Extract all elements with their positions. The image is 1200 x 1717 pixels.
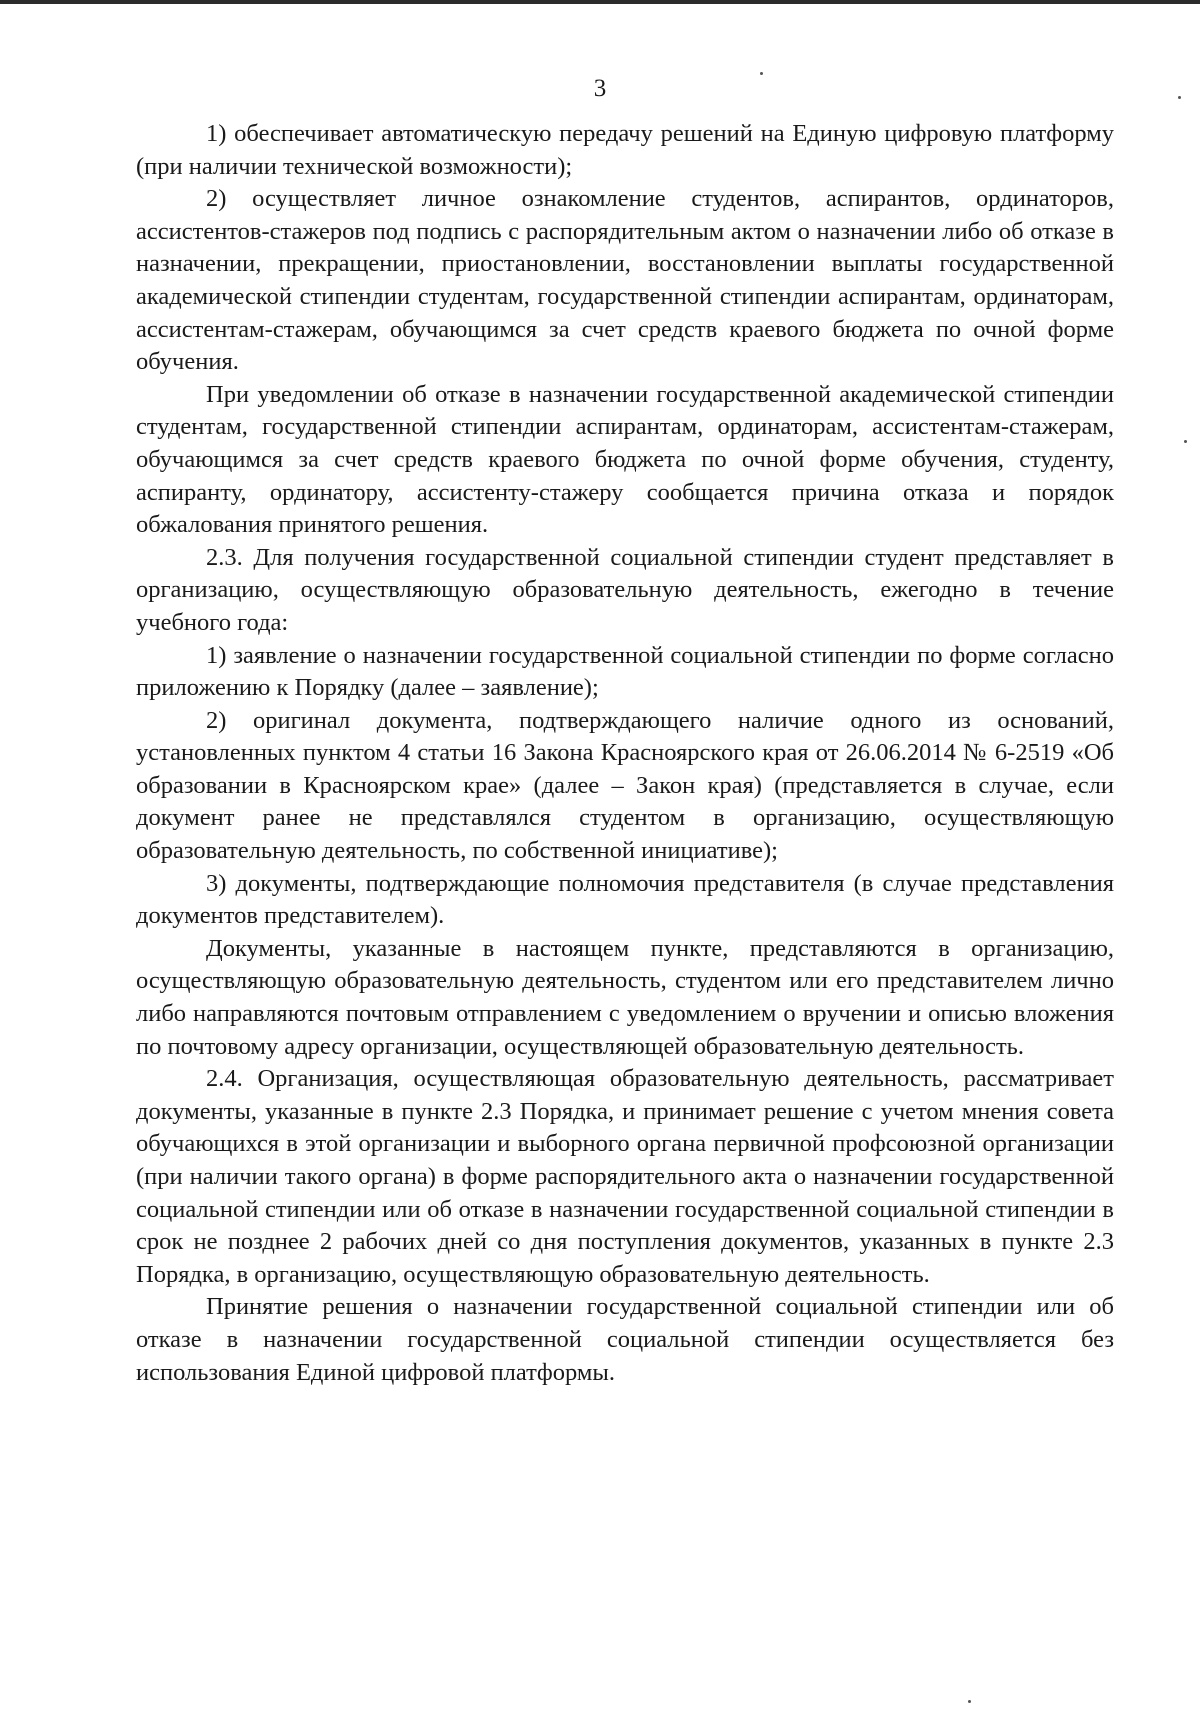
paragraph-2-3-item-2: 2) оригинал документа, подтверждающего наличие одного из оснований, установленных пунктом 4 статьи 16 Закона Красноярского края от 26.06.2014 № 6-2519 «Об образовании в Красноярском крае» (далее – Закон края) (представляется в случае, если документ ранее не представлялся студентом в организацию, осуществляющую образовательную деятельность, по собственной инициативе); <box>136 706 1114 865</box>
scan-speck <box>760 72 763 75</box>
scan-speck <box>1178 96 1181 99</box>
scan-speck <box>1184 440 1187 443</box>
paragraph-item-2: 2) осуществляет личное ознакомление студентов, аспирантов, ординаторов, ассистентов-стажеров под подпись с распорядительным актом о назначении либо об отказе в назначении, прекращении, приостановлении, восстановлении выплаты государственной академической стипендии студентам, государственной стипендии аспирантам, ординаторам, ассистентам-стажерам, обучающимся за счет средств краевого бюджета по очной форме обучения. <box>136 185 1114 376</box>
paragraph-notification: При уведомлении об отказе в назначении государственной академической стипендии студентам, государственной стипендии аспирантам, ординаторам, ассистентам-стажерам, обучающимся за счет средств краевого бюджета по очной форме обучения, студенту, аспиранту, ординатору, ассистенту-стажеру сообщается причина отказа и порядок обжалования принятого решения. <box>136 380 1114 539</box>
page-number: 3 <box>593 75 607 102</box>
paragraph-documents: Документы, указанные в настоящем пункте, представляются в организацию, осуществляющую образовательную деятельность, студентом или его представителем лично либо направляются почтовым отправлением с уведомлением о вручении и описью вложения по почтовому адресу организации, осуществляющей образовательную деятельность. <box>136 934 1114 1060</box>
paragraph-item-1: 1) обеспечивает автоматическую передачу решений на Единую цифровую платформу (при наличии технической возможности); <box>136 120 1114 180</box>
paragraph-2-3-item-1: 1) заявление о назначении государственной социальной стипендии по форме согласно приложению к Порядку (далее – заявление); <box>136 641 1114 702</box>
paragraph-2-3-item-3: 3) документы, подтверждающие полномочия представителя (в случае представления документов представителем). <box>136 869 1114 930</box>
scan-top-edge <box>0 0 1200 4</box>
paragraph-decision: Принятие решения о назначении государственной социальной стипендии или об отказе в назначении государственной социальной стипендии осуществляется без использования Единой цифровой платформы. <box>136 1293 1114 1386</box>
paragraph-2-3: 2.3. Для получения государственной социальной стипендии студент представляет в организацию, осуществляющую образовательную деятельность, ежегодно в течение учебного года: <box>136 543 1114 636</box>
document-body <box>136 118 1114 1389</box>
paragraph-2-4: 2.4. Организация, осуществляющая образовательную деятельность, рассматривает документы, указанные в пункте 2.3 Порядка, и принимает решение с учетом мнения совета обучающихся в этой организации и выборного органа первичной профсоюзной организации (при наличии такого органа) в форме распорядительного акта о назначении государственной социальной стипендии или об отказе в назначении государственной социальной стипендии в срок не позднее 2 рабочих дней со дня поступления документов, указанных в пункте 2.3 Порядка, в организацию, осуществляющую образовательную деятельность. <box>136 1065 1114 1288</box>
scan-speck <box>968 1700 971 1703</box>
